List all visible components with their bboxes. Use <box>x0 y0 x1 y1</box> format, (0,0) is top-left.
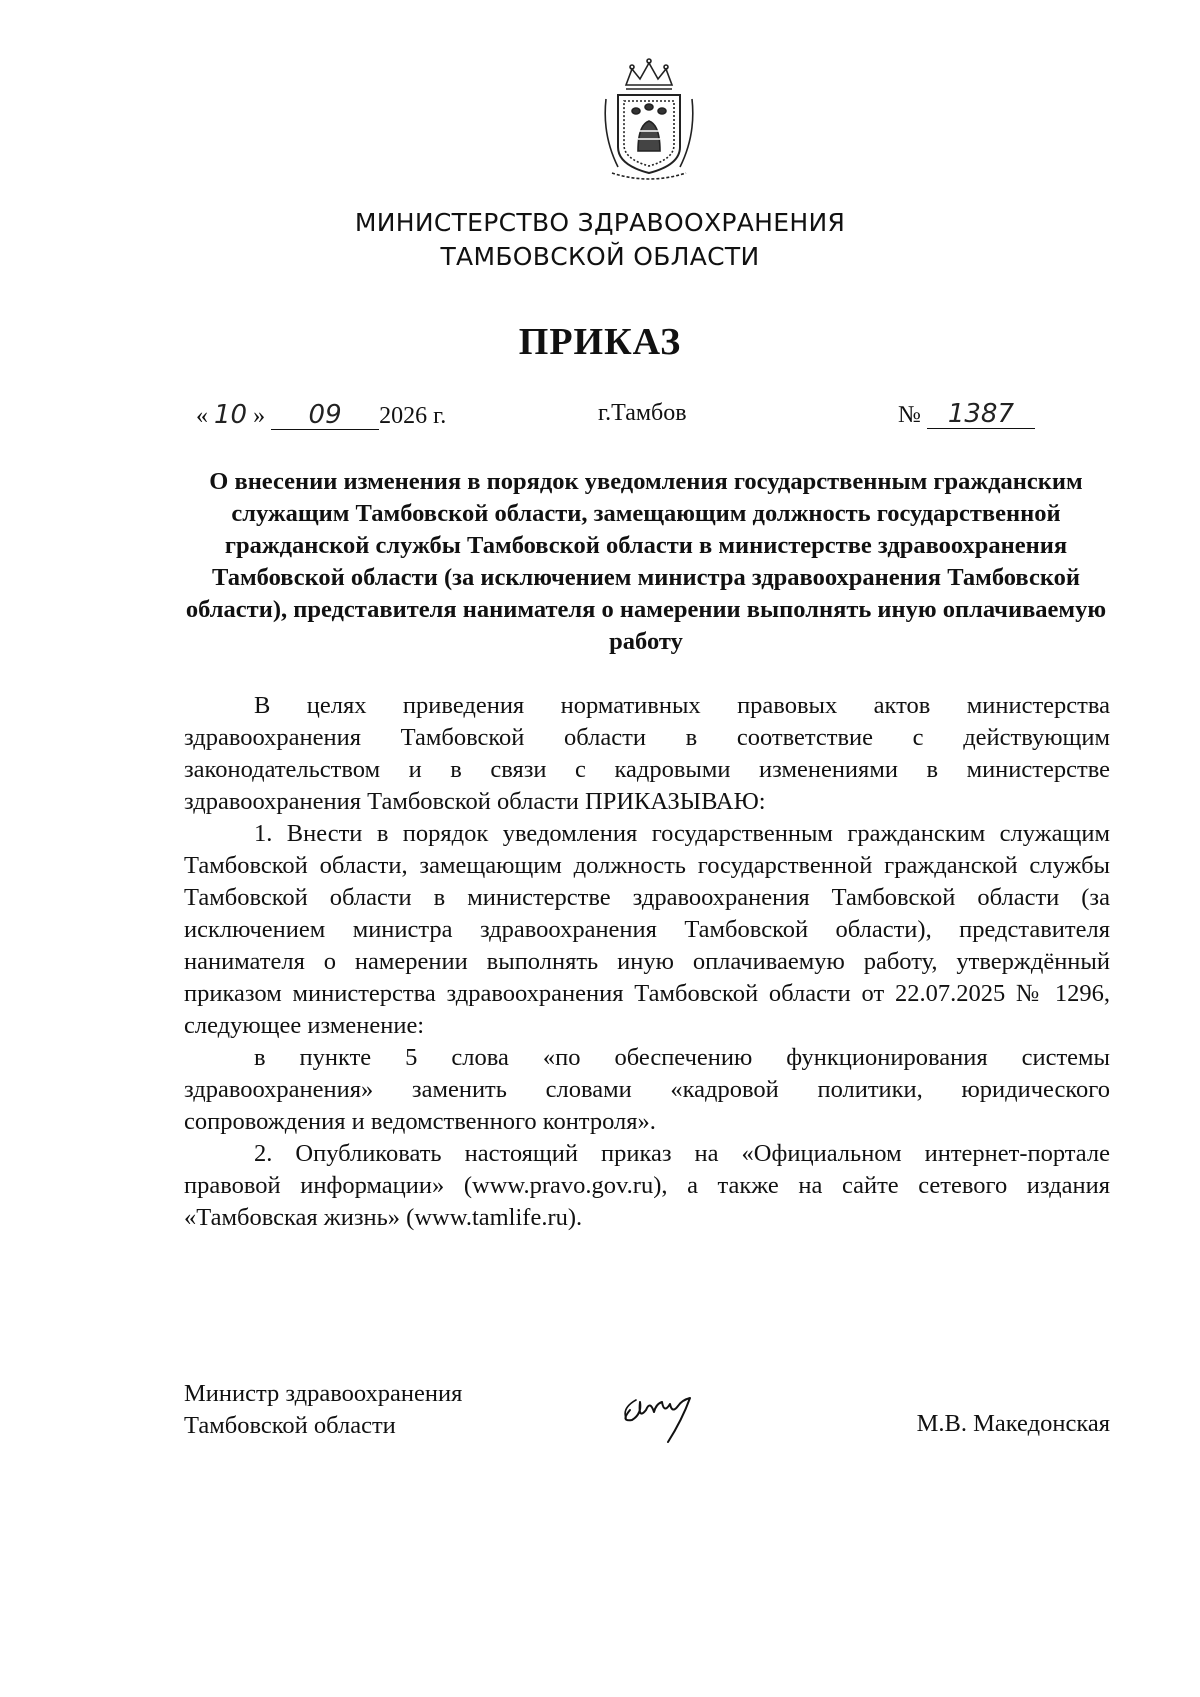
signatory-name: М.В. Македонская <box>916 1410 1110 1437</box>
signatory-position <box>184 1378 462 1442</box>
body-paragraph-change: в пункте 5 слова «по обеспечению функционирования системы здравоохранения» заменить словами «кадровой политики, юридического сопровождения и ведомственного контроля». <box>184 1044 1110 1135</box>
signatory-position-line1: Министр здравоохранения <box>184 1380 463 1407</box>
body-paragraph-item-1: 1. Внести в порядок уведомления государственным гражданским служащим Тамбовской области, замещающим должность государственной гражданской службы Тамбовской области в министерстве здравоохранения Тамбовской области (за исключением министра здравоохранения Тамбовской области), представителя нанимателя о намерении выполнять иную оплачиваемую работу, утверждённый приказом министерства здравоохранения Тамбовской области от 22.07.2025 № 1296, следующее изменение: <box>184 820 1110 1039</box>
handwritten-signature-icon <box>612 1380 722 1450</box>
body-paragraph-preamble: В целях приведения нормативных правовых актов министерства здравоохранения Тамбовской области в соответствие с действующим законодательством и в связи с кадровыми изменениями в министерстве здравоохранения Тамбовской области ПРИКАЗЫВАЮ: <box>184 692 1110 815</box>
ministry-name-line2: ТАМБОВСКОЙ ОБЛАСТИ <box>440 242 760 271</box>
signatory-position-line2: Тамбовской области <box>184 1412 396 1439</box>
order-number: 1387 <box>927 400 1035 429</box>
ministry-name-line1: МИНИСТЕРСТВО ЗДРАВООХРАНЕНИЯ <box>354 208 846 237</box>
city-label: г.Тамбов <box>598 400 687 426</box>
order-number-field <box>898 400 1035 429</box>
date-field <box>196 400 446 430</box>
date-day: 10 <box>214 400 248 430</box>
order-body <box>184 690 1110 1234</box>
date-quote-close: » <box>253 403 266 429</box>
date-year: 2026 г. <box>379 403 447 429</box>
order-title: О внесении изменения в порядок уведомления государственным гражданским служащим Тамбовской области, замещающим должность государственной гражданской службы Тамбовской области в министерстве здравоохранения Тамбовской области (за исключением министра здравоохранения Тамбовской области), представителя нанимателя о намерении выполнять иную оплачиваемую работу <box>185 468 1107 655</box>
order-number-label: № <box>898 402 921 428</box>
coat-of-arms-icon <box>598 55 700 181</box>
date-month: 09 <box>271 401 379 430</box>
date-quote-open: « <box>196 403 208 429</box>
body-paragraph-item-2: 2. Опубликовать настоящий приказ на «Официальном интернет-портале правовой информации» (www.pravo.gov.ru), а также на сайте сетевого издания «Тамбовская жизнь» (www.tamlife.ru). <box>184 1140 1110 1231</box>
document-type-title: ПРИКАЗ <box>518 321 682 363</box>
